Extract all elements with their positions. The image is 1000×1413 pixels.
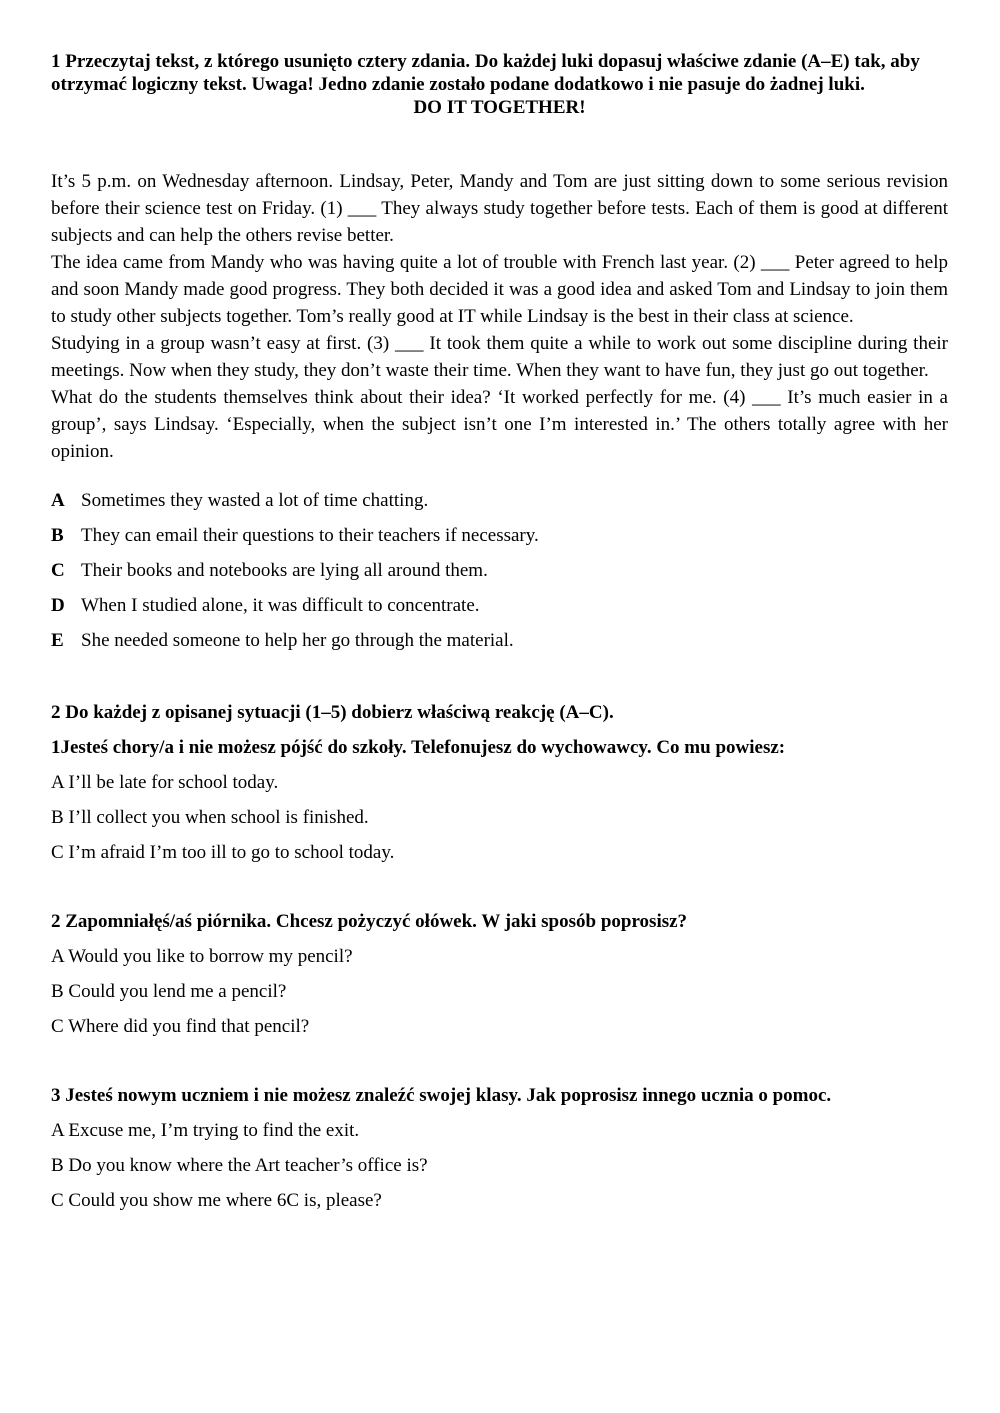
option-letter: A [51, 490, 65, 511]
option-letter: E [51, 630, 64, 651]
answer-c: C Could you show me where 6C is, please? [51, 1190, 382, 1211]
exercise2 [51, 701, 948, 1224]
situation-3 [51, 1084, 948, 1224]
option-letter: B [51, 525, 64, 546]
exercise1-instruction: 1 Przeczytaj tekst, z którego usunięto cztery zdania. Do każdej luki dopasuj właściwe zdanie (A–E) tak, aby otrzymać logiczny tekst. Uwaga! Jedno zdanie zostało podane dodatkowo i nie pasuje do żadnej luki. [51, 51, 920, 95]
option-a [51, 489, 948, 524]
option-letter: D [51, 595, 65, 616]
option-text: They can email their questions to their teachers if necessary. [81, 525, 539, 546]
answer-a: A Would you like to borrow my pencil? [51, 946, 353, 967]
situation-2 [51, 910, 948, 1050]
option-letter: C [51, 560, 65, 581]
option-d [51, 594, 948, 629]
exercise2-instruction: 2 Do każdej z opisanej sytuacji (1–5) dobierz właściwą reakcję (A–C). [51, 702, 614, 723]
reading-paragraph-2: The idea came from Mandy who was having quite a lot of trouble with French last year. (2) ___ Peter agreed to help and soon Mandy made good progress. They both decided it was a good idea and asked Tom and Lindsay to join them to study other subjects together. Tom’s really good at IT while Lindsay is the best in their class at science. [51, 252, 948, 327]
sentence-options [51, 489, 948, 664]
option-c [51, 559, 948, 594]
worksheet-page [51, 50, 948, 1224]
option-text: Their books and notebooks are lying all around them. [81, 560, 488, 581]
reading-paragraph-4: What do the students themselves think about their idea? ‘It worked perfectly for me. (4) ___ It’s much easier in a group’, says Lindsay. ‘Especially, when the subject isn’t one I’m interested in.’ The others totally agree with her opinion. [51, 387, 948, 462]
option-text: When I studied alone, it was difficult to concentrate. [81, 595, 480, 616]
situation-prompt: 3 Jesteś nowym uczniem i nie możesz znaleźć swojej klasy. Jak poprosisz innego ucznia o pomoc. [51, 1085, 832, 1106]
answer-c: C I’m afraid I’m too ill to go to school today. [51, 842, 395, 863]
answer-a: A I’ll be late for school today. [51, 772, 279, 793]
situation-prompt: 1Jesteś chory/a i nie możesz pójść do szkoły. Telefonujesz do wychowawcy. Co mu powiesz: [51, 737, 786, 758]
reading-text [51, 168, 948, 465]
answer-b: B Do you know where the Art teacher’s office is? [51, 1155, 428, 1176]
option-e [51, 629, 948, 664]
answer-b: B I’ll collect you when school is finished. [51, 807, 369, 828]
option-text: Sometimes they wasted a lot of time chatting. [81, 490, 429, 511]
option-b [51, 524, 948, 559]
reading-paragraph-1: It’s 5 p.m. on Wednesday afternoon. Lindsay, Peter, Mandy and Tom are just sitting down to some serious revision before their science test on Friday. (1) ___ They always study together before tests. Each of them is good at different subjects and can help the others revise better. [51, 171, 948, 246]
answer-c: C Where did you find that pencil? [51, 1016, 310, 1037]
answer-a: A Excuse me, I’m trying to find the exit. [51, 1120, 360, 1141]
reading-title: DO IT TOGETHER! [413, 97, 586, 118]
situation-1 [51, 736, 948, 876]
option-text: She needed someone to help her go through the material. [81, 630, 514, 651]
reading-paragraph-3: Studying in a group wasn’t easy at first. (3) ___ It took them quite a while to work out some discipline during their meetings. Now when they study, they don’t waste their time. When they want to have fun, they just go out together. [51, 333, 948, 381]
situation-prompt: 2 Zapomniałęś/aś piórnika. Chcesz pożyczyć ołówek. W jaki sposób poprosisz? [51, 911, 688, 932]
answer-b: B Could you lend me a pencil? [51, 981, 287, 1002]
